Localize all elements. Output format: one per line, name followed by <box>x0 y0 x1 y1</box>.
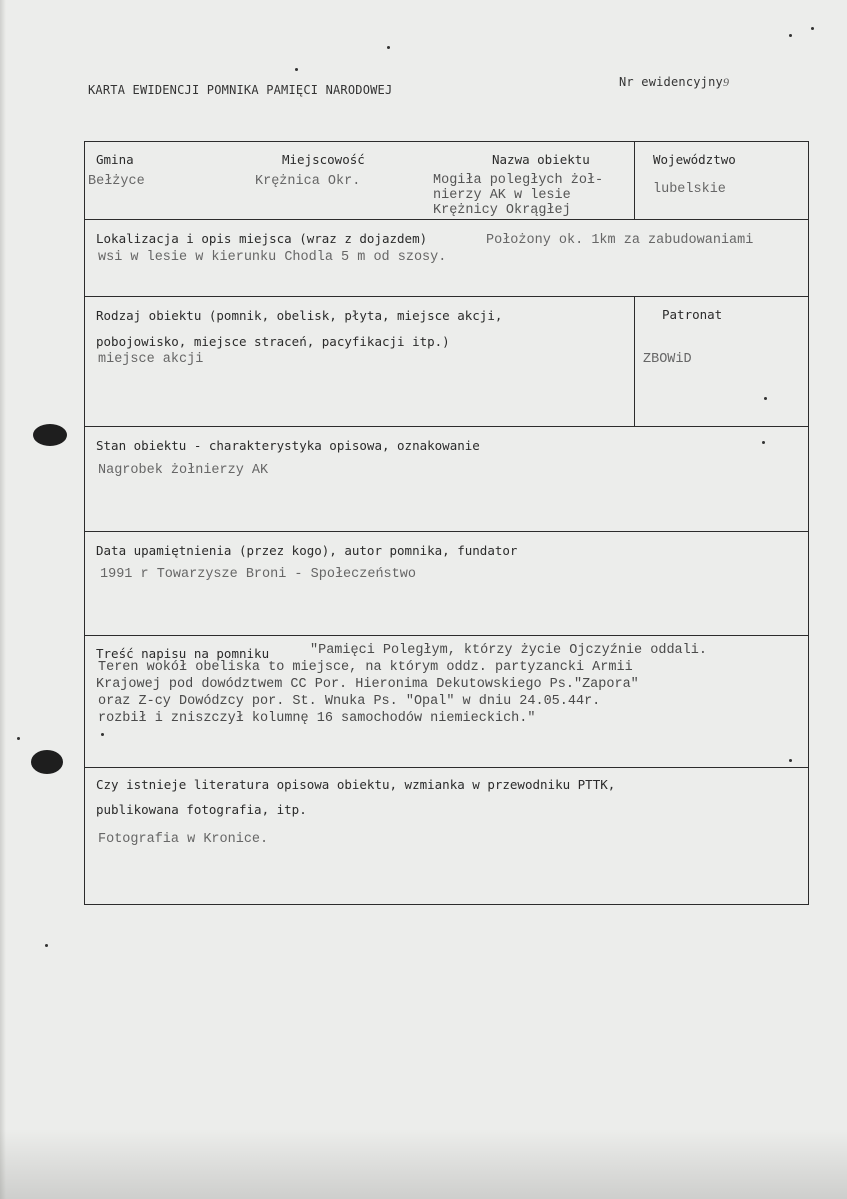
tresc-label: Treść napisu na pomniku <box>96 646 270 661</box>
row2-bottom-border <box>84 296 809 297</box>
stan-value: Nagrobek żołnierzy AK <box>98 463 269 478</box>
lokalizacja-label: Lokalizacja i opis miejsca (wraz z dojazdem) <box>96 231 428 246</box>
record-number <box>619 75 729 90</box>
scan-speck <box>101 733 104 736</box>
scan-speck <box>811 27 814 30</box>
nazwa-obiektu-value <box>433 173 603 218</box>
row4-bottom-border <box>84 531 809 532</box>
literatura-label-line1: Czy istnieje literatura opisowa obiektu, wzmianka w przewodniku PTTK, <box>96 777 616 792</box>
form-title: KARTA EWIDENCJI POMNIKA PAMIĘCI NARODOWEJ <box>88 83 393 97</box>
lokalizacja-value-line2: wsi w lesie w kierunku Chodla 5 m od szosy. <box>98 250 447 265</box>
tresc-line3: Krajowej pod dowództwem CC Por. Hieronima Dekutowskiego Ps."Zapora" <box>96 677 639 692</box>
scan-speck <box>762 441 765 444</box>
table-bottom-border <box>84 904 809 905</box>
row3-bottom-border <box>84 426 809 427</box>
table-right-border <box>808 141 809 905</box>
scan-speck <box>17 737 20 740</box>
tresc-line4: oraz Z-cy Dowódzcy por. St. Wnuka Ps. "Opal" w dniu 24.05.44r. <box>98 694 601 709</box>
literatura-label-line2: publikowana fotografia, itp. <box>96 802 307 817</box>
row5-bottom-border <box>84 635 809 636</box>
rodzaj-value: miejsce akcji <box>98 352 204 367</box>
paper-left-edge <box>0 0 6 1199</box>
literatura-value: Fotografia w Kronice. <box>98 832 269 847</box>
miejscowosc-label: Miejscowość <box>282 152 365 167</box>
miejscowosc-value: Krężnica Okr. <box>255 174 361 189</box>
wojewodztwo-value: lubelskie <box>653 182 726 197</box>
gmina-label: Gmina <box>96 152 134 167</box>
record-number-value: 9 <box>722 75 730 89</box>
patronat-label: Patronat <box>662 307 723 322</box>
rodzaj-label-line2: pobojowisko, miejsce straceń, pacyfikacji itp.) <box>96 334 450 349</box>
nazwa-line: Krężnicy Okrągłej <box>433 203 571 218</box>
table-top-border <box>84 141 809 142</box>
scan-speck <box>789 34 792 37</box>
scan-speck <box>295 68 298 71</box>
data-label: Data upamiętnienia (przez kogo), autor pomnika, fundator <box>96 543 518 558</box>
tresc-line5: rozbił i zniszczył kolumnę 16 samochodów niemieckich." <box>98 711 536 726</box>
stan-label: Stan obiektu - charakterystyka opisowa, oznakowanie <box>96 438 480 453</box>
nazwa-line: nierzy AK w lesie <box>433 188 571 203</box>
scan-speck <box>789 759 792 762</box>
tresc-line1: "Pamięci Poległym, którzy życie Ojczyźnie oddali. <box>310 643 707 658</box>
patronat-divider <box>634 296 635 426</box>
table-left-border <box>84 141 85 905</box>
wojewodztwo-divider <box>634 141 635 219</box>
record-number-label: Nr ewidencyjny <box>619 75 723 89</box>
data-value: 1991 r Towarzysze Broni - Społeczeństwo <box>100 567 416 582</box>
scan-speck <box>764 397 767 400</box>
tresc-line2: Teren wokół obeliska to miejsce, na którym oddz. partyzancki Armii <box>98 660 633 675</box>
nazwa-line: Mogiła poległych żoł- <box>433 173 604 188</box>
lokalizacja-value-line1: Położony ok. 1km za zabudowaniami <box>486 233 754 248</box>
row6-bottom-border <box>84 767 809 768</box>
scan-speck <box>45 944 48 947</box>
nazwa-obiektu-label: Nazwa obiektu <box>492 152 590 167</box>
scan-speck <box>387 46 390 49</box>
patronat-value: ZBOWiD <box>643 352 692 367</box>
wojewodztwo-label: Województwo <box>653 152 736 167</box>
gmina-value: Bełżyce <box>88 174 145 189</box>
rodzaj-label-line1: Rodzaj obiektu (pomnik, obelisk, płyta, miejsce akcji, <box>96 308 503 323</box>
row1-bottom-border <box>84 219 809 220</box>
punch-hole-mark <box>31 750 63 774</box>
scan-shadow <box>0 1129 847 1199</box>
punch-hole-mark <box>33 424 67 446</box>
